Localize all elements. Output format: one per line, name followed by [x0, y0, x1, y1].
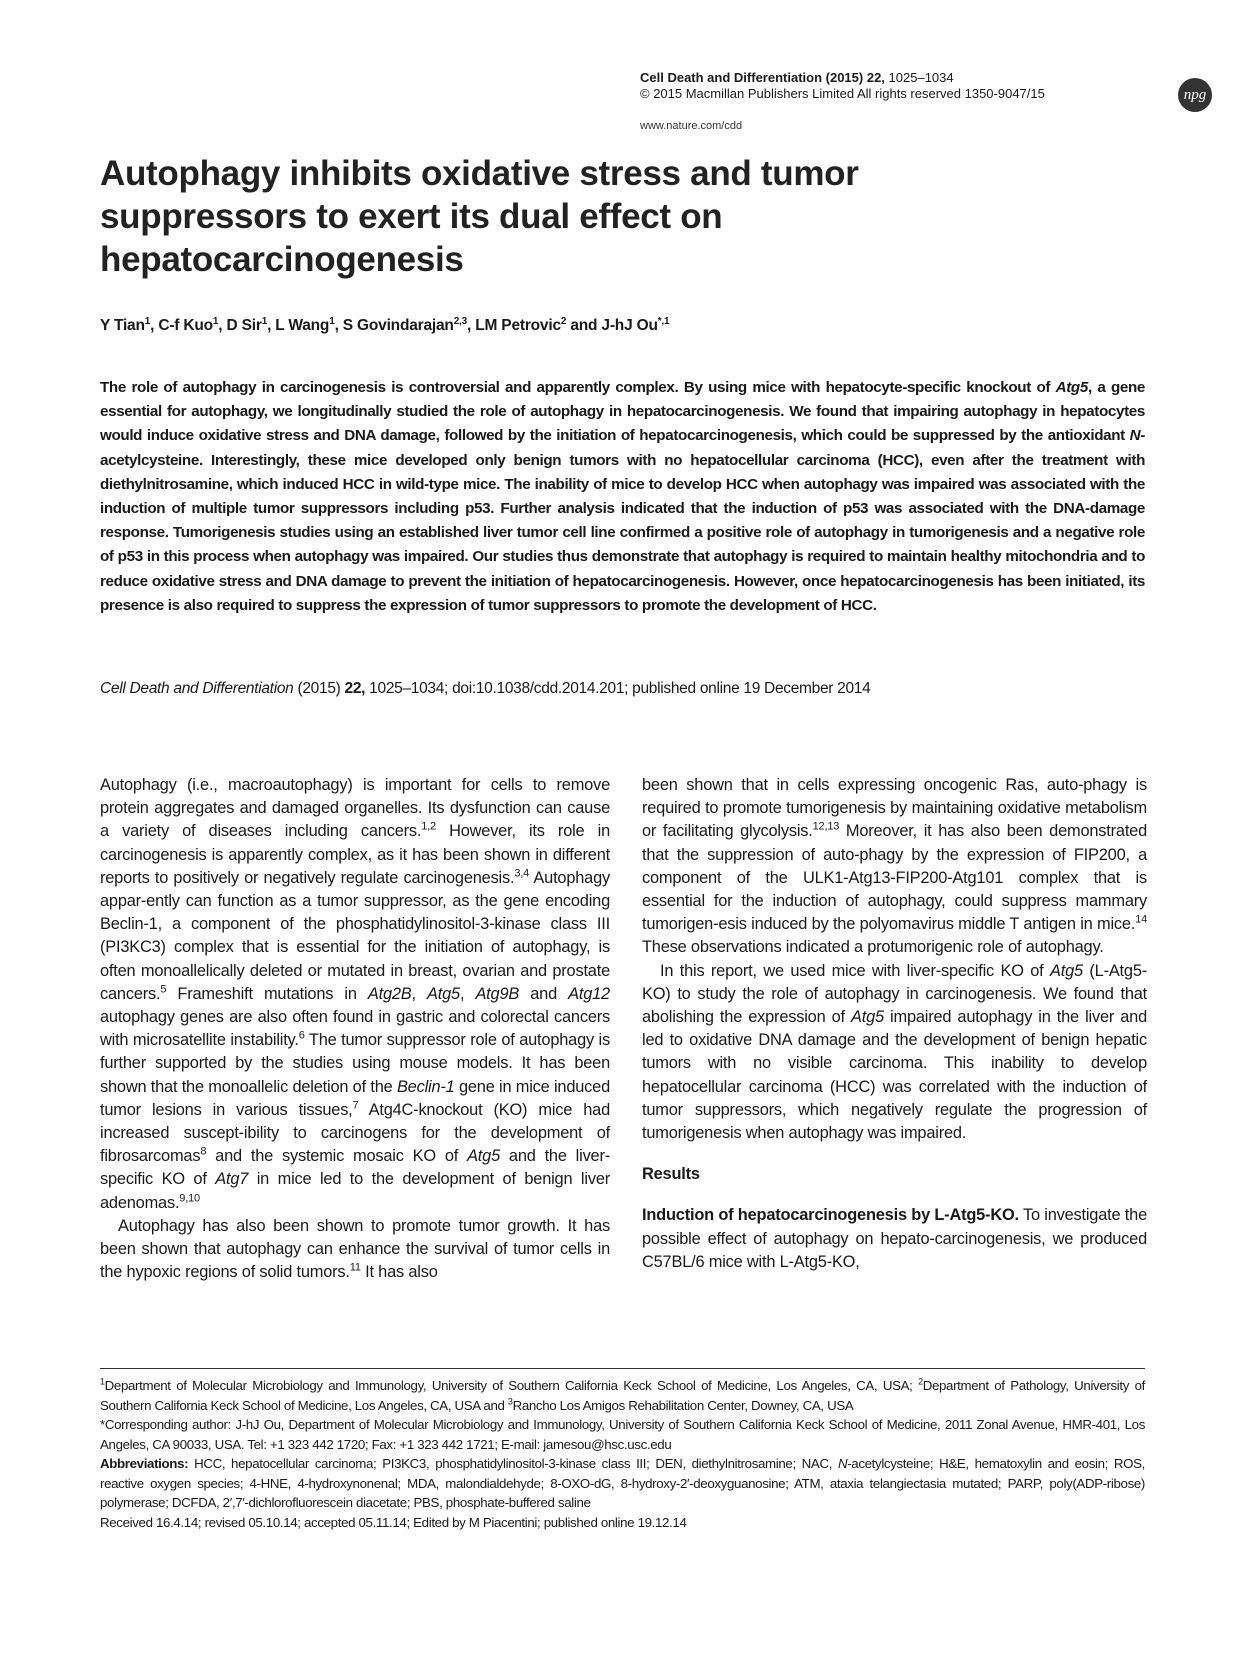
- reference-superscript: 14: [1135, 913, 1147, 926]
- footnote-divider: [100, 1368, 1145, 1369]
- italic-text: Atg5: [467, 1147, 500, 1166]
- text-run: However, its role in carcinogenesis is apparently complex, as it has been shown in different reports to positively or negatively regulate carcinogenesis.: [100, 822, 610, 887]
- abstract: [100, 376, 1145, 618]
- text-run: (L-Atg5-KO) to study the role of autophagy in carcinogenesis. We found that abolishing the expression of: [642, 961, 1147, 1027]
- author-name: C-f Kuo: [158, 317, 213, 335]
- author-affiliation: 1: [261, 316, 268, 327]
- text-run: -acetylcysteine; H&E, hematoxylin and eosin; ROS, reactive oxygen species; 4-HNE, 4-hydroxynonenal; MDA, malondialdehyde; 8-OXO-dG, 8-hydroxy-2′-deoxyguanosine; ATM, ataxia telangiectasia mutated; PARP, poly(ADP-ribose) polymerase; DCFDA, 2′,7′-dichlorofluorescein diacetate; PBS, phosphate-buffered saline: [100, 1456, 1145, 1510]
- text-run: Department of Molecular Microbiology and Immunology, University of Southern California Keck School of Medicine, Los Angeles, CA, USA;: [104, 1378, 919, 1393]
- italic-text: Atg12: [568, 984, 610, 1003]
- author-name: LM Petrovic: [475, 317, 561, 335]
- text-run: The role of autophagy in carcinogenesis is controversial and apparently complex. By using mice with hepatocyte-specific knockout of: [100, 379, 1056, 396]
- copyright-line: © 2015 Macmillan Publishers Limited All rights reserved 1350-9047/15: [640, 86, 1045, 101]
- footnote: [100, 1415, 1145, 1454]
- text-run: , a gene essential for autophagy, we longitudinally studied the role of autophagy in hepatocarcinogenesis. We found that impairing autophagy in hepatocytes would induce oxidative stress and DNA damage, followed by the initiation of hepatocarcinogenesis, which could be suppressed by the antioxidant: [100, 379, 1145, 445]
- reference-superscript: 8: [200, 1145, 207, 1158]
- author-name: D Sir: [226, 317, 262, 335]
- text-run: -acetylcysteine. Interestingly, these mice developed only benign tumors with no hepatocellular carcinoma (HCC), even after the treatment with diethylnitrosamine, which induced HCC in wild-type mice. The inability of mice to develop HCC when autophagy was impaired was associated with the induction of multiple tumor suppressors including p53. Further analysis indicated that the induction of p53 was associated with the DNA-damage response. Tumorigenesis studies using an established liver tumor cell line confirmed a positive role of autophagy in tumorigenesis and a negative role of p53 in this process when autophagy was impaired. Our studies thus demonstrate that autophagy is required to maintain healthy mitochondria and to reduce oxidative stress and DNA damage to prevent the initiation of hepatocarcinogenesis. However, once hepatocarcinogenesis has been initiated, its presence is also required to suppress the expression of tumor suppressors to promote the development of HCC.: [100, 427, 1145, 614]
- author-name: S Govindarajan: [342, 317, 454, 335]
- text-run: been shown that in cells expressing oncogenic Ras, auto-phagy is required to promote tumorigenesis by maintaining oxidative metabolism or facilitating glycolysis.: [642, 776, 1147, 841]
- text-run: *Corresponding author: J-hJ Ou, Department of Molecular Microbiology and Immunology, University of Southern California Keck School of Medicine, 2011 Zonal Avenue, HMR-401, Los Angeles, CA 90033, USA. Tel: +1 323 442 1720; Fax: +1 323 442 1721; E-mail: jamesou@hsc.usc.edu: [100, 1417, 1145, 1452]
- author-name: L Wang: [275, 317, 330, 335]
- reference-superscript: 6: [298, 1029, 305, 1042]
- author-name: J-hJ Ou: [601, 317, 658, 335]
- italic-text: Atg5: [851, 1008, 884, 1027]
- text-run: HCC, hepatocellular carcinoma; PI3KC3, phosphatidylinositol-3-kinase class III; DEN, diethylnitrosamine; NAC,: [188, 1456, 838, 1471]
- text-run: The tumor suppressor role of autophagy is further supported by the studies using mouse models. It has been shown that the monoallelic deletion of the: [100, 1031, 610, 1096]
- footnote: [100, 1454, 1145, 1513]
- italic-text: N: [837, 1456, 848, 1471]
- footnotes: [100, 1376, 1145, 1532]
- journal-url[interactable]: www.nature.com/cdd: [640, 120, 743, 132]
- reference-superscript: 7: [352, 1099, 359, 1112]
- text-run: It has also: [360, 1263, 438, 1282]
- text-run: Atg4C-knockout (KO) mice had increased suscept-ibility to carcinogens for the development of fibrosarcomas: [100, 1100, 610, 1166]
- body-column-left: [100, 774, 610, 1284]
- text-run: and the liver-specific KO of: [100, 1147, 610, 1189]
- author-affiliation: 2: [560, 316, 567, 327]
- results-text: To investigate the possible effect of autophagy on hepato-carcinogenesis, we produced C57BL/6 mice with L-Atg5-KO,: [642, 1206, 1147, 1271]
- reference-superscript: 2: [918, 1376, 923, 1387]
- text-run: These observations indicated a protumorigenic role of autophagy.: [642, 938, 1104, 957]
- text-run: Rancho Los Amigos Rehabilitation Center, Downey, CA, USA: [512, 1397, 854, 1413]
- italic-text: Atg5: [1050, 961, 1083, 980]
- author-separator: and: [566, 317, 602, 335]
- bold-text: Abbreviations:: [100, 1456, 189, 1471]
- journal-volume: 22,: [866, 70, 885, 85]
- results-subheading: Induction of hepatocarcinogenesis by L-Atg5-KO.: [642, 1206, 1019, 1225]
- text-run: Autophagy appar-ently can function as a tumor suppressor, as the gene encoding Beclin-1, a component of the phosphatidylinositol-3-kinase class III (PI3KC3) complex that is essential for the initiation of autophagy, is often monoallelically deleted or mutated in breast, ovarian and prostate cancers.: [100, 868, 610, 1003]
- italic-text: Atg5: [1055, 379, 1088, 396]
- author-separator: ,: [218, 317, 227, 335]
- right-column-paragraphs: [642, 774, 1147, 1145]
- text-run: Frameshift mutations in: [166, 984, 368, 1003]
- italic-text: N: [1129, 427, 1141, 445]
- author-affiliation: 1: [329, 316, 335, 327]
- body-paragraph: [100, 774, 610, 1215]
- text-run: and: [519, 984, 569, 1003]
- text-run: in mice led to the development of benign liver adenomas.: [100, 1170, 610, 1212]
- footnote: [100, 1513, 1145, 1533]
- body-paragraph: [100, 1215, 610, 1285]
- author-affiliation: 2,3: [453, 316, 467, 327]
- reference-superscript: 5: [160, 983, 167, 996]
- italic-text: Atg9B: [475, 984, 520, 1003]
- text-run: Moreover, it has also been demonstrated that the suppression of auto-phagy by the expression of FIP200, a component of the ULK1-Atg13-FIP200-Atg101 complex that is essential for the induction of autophagy, could suppress mammary tumorigen-esis induced by the polyomavirus middle T antigen in mice.: [642, 822, 1148, 934]
- text-run: autophagy genes are also often found in gastric and colorectal cancers with microsatellite instability.: [100, 1008, 610, 1050]
- author-separator: ,: [467, 317, 476, 335]
- text-run: Received 16.4.14; revised 05.10.14; accepted 05.11.14; Edited by M Piacentini; published online 19.12.14: [100, 1514, 687, 1530]
- article-title: Autophagy inhibits oxidative stress and tumor suppressors to exert its dual effect on hepatocarcinogenesis: [100, 154, 859, 279]
- text-run: gene in mice induced tumor lesions in various tissues,: [100, 1077, 610, 1119]
- journal-pages: 1025–1034: [888, 70, 954, 85]
- results-paragraph: [642, 1204, 1147, 1274]
- text-run: Department of Pathology, University of Southern California Keck School of Medicine, Los Angeles, CA, USA and: [100, 1378, 1145, 1413]
- text-run: Autophagy has also been shown to promote tumor growth. It has been shown that autophagy can enhance the survival of tumor cells in the hypoxic regions of solid tumors.: [100, 1216, 610, 1282]
- text-run: and the systemic mosaic KO of: [206, 1147, 468, 1166]
- reference-superscript: 1: [100, 1376, 105, 1387]
- text-run: 1025–1034; doi:10.1038/cdd.2014.201; published online 19 December 2014: [365, 680, 871, 697]
- reference-superscript: 3: [507, 1396, 513, 1407]
- author-list: [100, 316, 1150, 335]
- text-run: Autophagy (i.e., macroautophagy) is important for cells to remove protein aggregates and damaged organelles. Its dysfunction can cause a variety of diseases including cancers.: [100, 776, 610, 841]
- text-run: In this report, we used mice with liver-specific KO of: [660, 961, 1050, 980]
- reference-superscript: 1,2: [421, 820, 436, 833]
- footnote: [100, 1376, 1145, 1415]
- author-separator: ,: [150, 317, 159, 335]
- article-citation: [100, 680, 1145, 698]
- italic-text: Atg5: [427, 984, 460, 1003]
- reference-superscript: 12,13: [812, 820, 840, 833]
- journal-citation-line: [640, 70, 1140, 86]
- npg-logo: npg: [1178, 78, 1212, 112]
- author-name: Y Tian: [100, 317, 145, 335]
- body-column-right: [642, 774, 1147, 1274]
- journal-header: [640, 70, 1140, 134]
- text-run: ,: [411, 984, 428, 1003]
- reference-superscript: 9,10: [179, 1192, 200, 1205]
- author-affiliation: *,1: [657, 316, 670, 327]
- author-separator: ,: [334, 317, 343, 335]
- reference-superscript: 11: [349, 1261, 361, 1274]
- reference-superscript: 3,4: [514, 867, 530, 880]
- italic-text: Cell Death and Differentiation: [100, 680, 294, 697]
- results-heading: Results: [642, 1165, 700, 1184]
- author-affiliation: 1: [144, 316, 151, 327]
- italic-text: Beclin-1: [396, 1077, 455, 1096]
- italic-text: Atg7: [215, 1170, 249, 1189]
- body-paragraph: [642, 774, 1147, 960]
- author-separator: ,: [267, 317, 276, 335]
- text-run: ,: [459, 984, 476, 1003]
- journal-name: Cell Death and Differentiation (2015): [640, 70, 864, 85]
- bold-text: 22,: [344, 680, 366, 697]
- italic-text: Atg2B: [367, 984, 412, 1003]
- author-affiliation: 1: [212, 316, 219, 327]
- text-run: impaired autophagy in the liver and led to oxidative DNA damage and the development of benign hepatic tumors with no visible carcinoma. This inability to develop hepatocellular carcinoma (HCC) was correlated with the induction of tumor suppressors, which negatively regulate the progression of tumorigenesis when autophagy was impaired.: [642, 1008, 1148, 1143]
- text-run: (2015): [293, 680, 345, 697]
- body-paragraph: [642, 960, 1147, 1146]
